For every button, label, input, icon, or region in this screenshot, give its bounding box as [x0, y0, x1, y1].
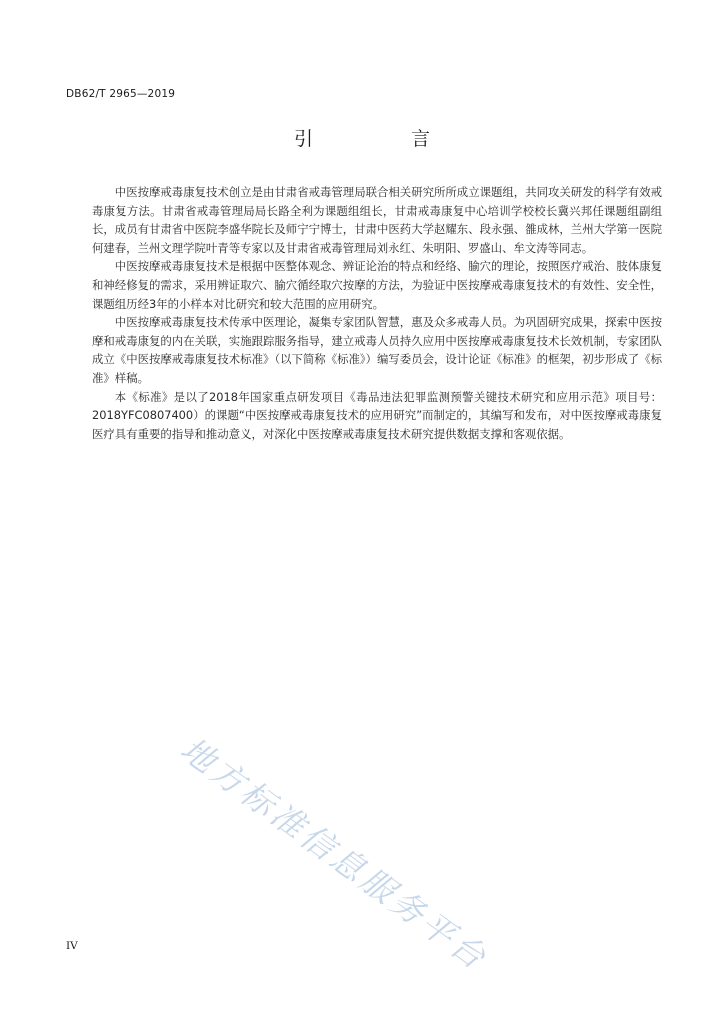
watermark: 地方标准信息服务平台 [173, 729, 496, 979]
paragraph-4: 本《标准》是以了2018年国家重点研发项目《毒品违法犯罪监测预警关键技术研究和应用示范》项目号：2018YFC0807400）的课题“中医按摩戒毒康复技术的应用研究”而制定的，其编写和发布，对中医按摩戒毒康复医疗具有重要的指导和推动意义，对深化中医按摩戒毒康复技术研究提供数据支撑和客观依据。 [92, 389, 662, 441]
paragraph-2: 中医按摩戒毒康复技术是根据中医整体观念、辨证论治的特点和经络、腧穴的理论，按照医疗戒治、肢体康复和神经修复的需求，采用辨证取穴、腧穴循经取穴按摩的方法，为验证中医按摩戒毒康复技术的有效性、安全性，课题组历经3年的小样本对比研究和较大范围的应用研究。 [92, 259, 662, 311]
page-title: 引 言 [293, 128, 477, 150]
standard-code: DB62/T 2965—2019 [66, 88, 176, 100]
paragraph-3: 中医按摩戒毒康复技术传承中医理论，凝集专家团队智慧，惠及众多戒毒人员。为巩固研究成果，探索中医按摩和戒毒康复的内在关联，实施跟踪服务指导，建立戒毒人员持久应用中医按摩戒毒康复技术长效机制，专家团队成立《中医按摩戒毒康复技术标准》（以下简称《标准》）编写委员会，设计论证《标准》的框架，初步形成了《标准》样稿。 [92, 315, 662, 385]
document-body [92, 183, 662, 443]
paragraph-1: 中医按摩戒毒康复技术创立是由甘肃省戒毒管理局联合相关研究所所成立课题组，共同攻关研发的科学有效戒毒康复方法。甘肃省戒毒管理局局长路全利为课题组组长，甘肃戒毒康复中心培训学校校长冀兴邦任课题组副组长，成员有甘肃省中医院李盛华院长及师宁宁博士，甘肃中医药大学赵耀东、段永强、雒成林，兰州大学第一医院何建春，兰州文理学院叶青等专家以及甘肃省戒毒管理局刘永红、朱明阳、罗盛山、牟文涛等同志。 [92, 185, 662, 255]
page-number: IV [66, 940, 78, 952]
